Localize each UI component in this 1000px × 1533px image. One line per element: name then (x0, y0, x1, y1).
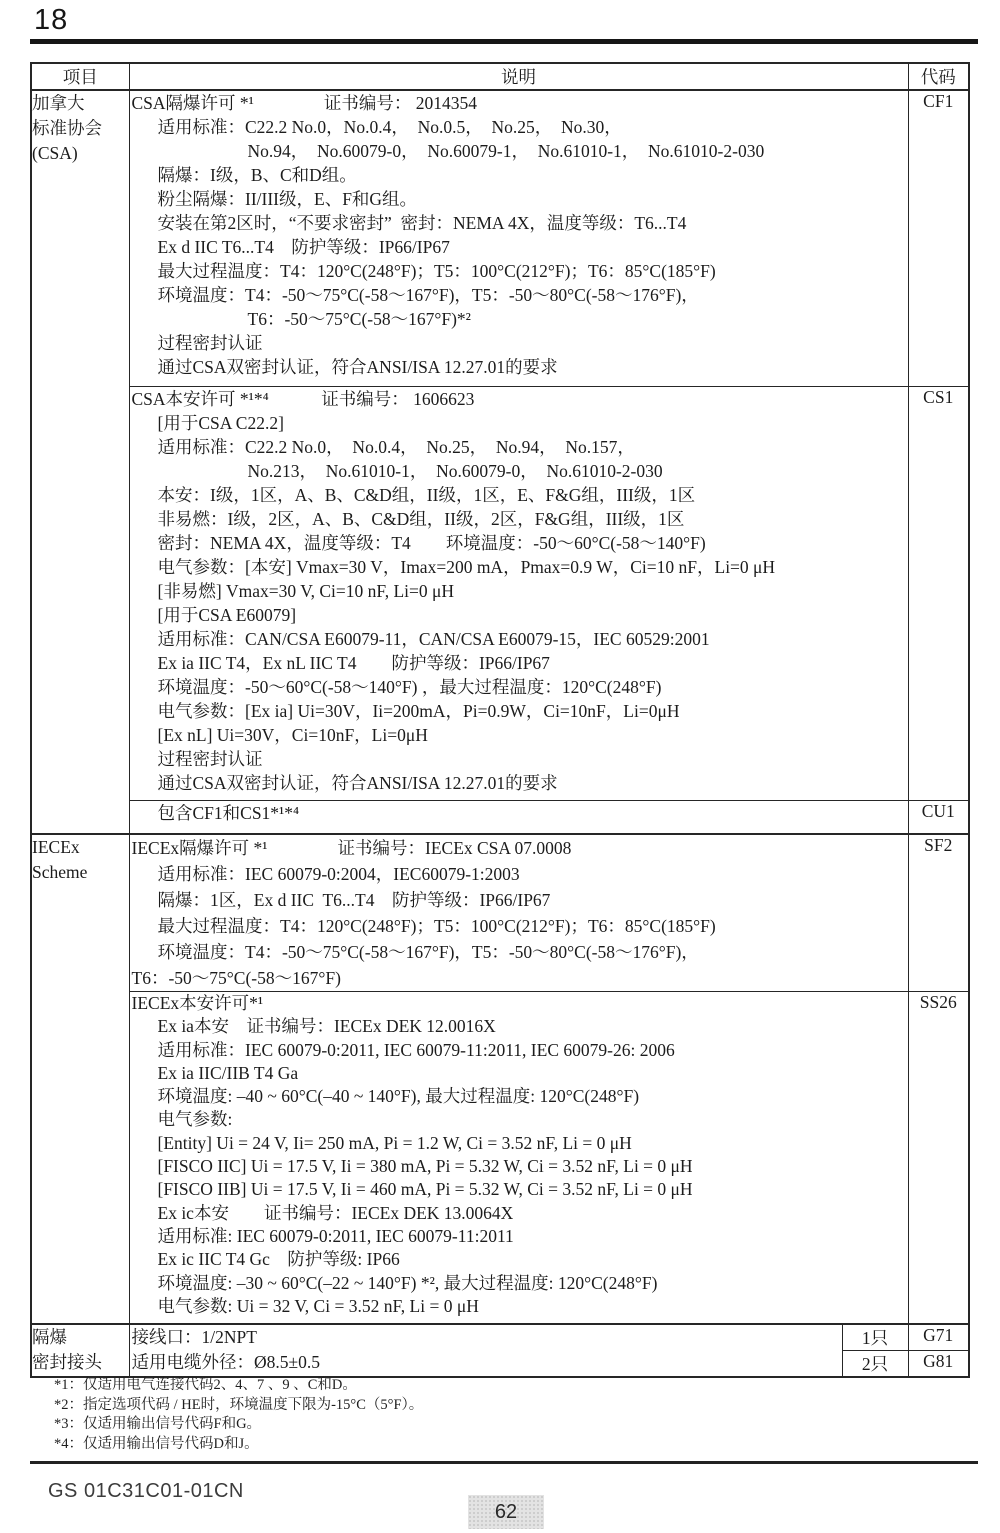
text-line: [非易燃] Vmax=30 V, Ci=10 nF, Li=0 μH (157, 580, 455, 601)
code-cell-cs1: CS1 (908, 386, 969, 800)
page-header-number: 18 (34, 4, 69, 36)
text-line: 适用标准：IEC 60079-0:2011, IEC 60079-11:2011, IEC 60079-26: 2006 (157, 1039, 675, 1060)
text-line: 电气参数: Ui = 32 V, Ci = 3.52 nF, Li = 0 μH (157, 1295, 479, 1316)
text-line: Ex ia本安 证书编号：IECEx DEK 12.0016X (157, 1016, 496, 1037)
text-line: [用于CSA E60079] (157, 604, 297, 625)
text-line: 适用标准: IEC 60079-0:2011, IEC 60079-11:2011 (157, 1225, 514, 1246)
text-line: Ex ic本安 证书编号：IECEx DEK 13.0064X (157, 1202, 514, 1223)
text-line: 适用标准：IEC 60079-0:2004，IEC60079-1:2003 (157, 863, 520, 884)
text-line: 密封：NEMA 4X，温度等级：T4 环境温度：-50～60°C(-58～140°F) (157, 532, 706, 553)
text-line: 加拿大 (32, 93, 85, 113)
column-header-code: 代码 (908, 63, 969, 90)
text-line: 适用标准：CAN/CSA E60079-11，CAN/CSA E60079-15，IEC 60529:2001 (157, 628, 710, 649)
text-line: 包含CF1和CS1*¹*⁴ (157, 802, 300, 823)
table-row-cf1 (31, 90, 969, 386)
text-line: [FISCO IIB] Ui = 17.5 V, Ii = 460 mA, Pi = 5.32 W, Ci = 3.52 nF, Li = 0 μH (157, 1179, 693, 1200)
header-rule (30, 39, 978, 44)
text-line: [Ex nL] Ui=30V，Ci=10nF，Li=0μH (157, 724, 428, 745)
column-header-item: 项目 (31, 63, 129, 90)
text-line: 最大过程温度：T4：120°C(248°F)；T5：100°C(212°F)；T6：85°C(185°F) (157, 915, 716, 936)
text-line: 过程密封认证 (157, 748, 263, 769)
text-line: 环境温度: –30 ~ 60°C(–22 ~ 140°F) *², 最大过程温度: 120°C(248°F) (157, 1272, 658, 1293)
text-line: *3：仅适用输出信号代码F和G。 (54, 1416, 262, 1432)
text-line: 密封接头 (32, 1351, 102, 1372)
text-line: 环境温度：-50～60°C(-58～140°F) ，最大过程温度：120°C(248°F) (157, 676, 662, 697)
text-line: *1：仅适用电气连接代码2、4、7 、9 、C和D。 (54, 1377, 357, 1393)
text-line: 粉尘隔爆：II/III级，E、F和G组。 (157, 189, 418, 209)
text-line: Ex ic IIC T4 Gc 防护等级: IP66 (157, 1249, 400, 1270)
text-line: 环境温度：T4：-50～75°C(-58～167°F)，T5：-50～80°C(-58～176°F)， (157, 285, 699, 305)
text-line: 通过CSA双密封认证，符合ANSI/ISA 12.27.01的要求 (157, 357, 558, 377)
text-line: Ex ia IIC/IIB T4 Ga (157, 1062, 299, 1083)
text-line: 隔爆：I级，B、C和D组。 (157, 165, 357, 185)
text-line: Ex ia IIC T4，Ex nL IIC T4 防护等级：IP66/IP67 (157, 652, 550, 673)
description-cell-cs1 (129, 386, 908, 800)
description-cell-cu1 (129, 800, 908, 834)
description-cell-ss26 (129, 992, 908, 1324)
text-line: 通过CSA双密封认证，符合ANSI/ISA 12.27.01的要求 (157, 772, 558, 793)
footnotes-block (54, 1376, 423, 1454)
text-line: 环境温度：T4：-50～75°C(-58～167°F)，T5：-50～80°C(-58～176°F)， (157, 941, 699, 962)
text-line: [FISCO IIC] Ui = 17.5 V, Ii = 380 mA, Pi = 5.32 W, Ci = 3.52 nF, Li = 0 μH (157, 1156, 693, 1177)
text-line: 安装在第2区时，“不要求密封” 密封：NEMA 4X，温度等级：T6...T4 (157, 213, 687, 233)
text-line: *2：指定选项代码 / HE时，环境温度下限为-15°C（5°F）。 (54, 1396, 424, 1413)
text-line: IECEx隔爆许可 *¹ 证书编号：IECEx CSA 07.0008 (131, 837, 572, 858)
column-header-description: 说明 (129, 63, 908, 90)
table-row-sf2 (31, 834, 969, 992)
text-line: 电气参数：[Ex ia] Ui=30V，Ii=200mA，Pi=0.9W，Ci=10nF，Li=0μH (157, 700, 680, 721)
text-line: *4：仅适用输出信号代码D和J。 (54, 1435, 259, 1452)
page-number-badge: 62 (468, 1495, 544, 1529)
table-row-cs1 (31, 386, 969, 800)
text-line: [用于CSA C22.2] (157, 412, 284, 433)
code-cell-cf1: CF1 (908, 90, 969, 386)
text-line: CSA隔爆许可 *¹ 证书编号： 2014354 (131, 93, 478, 113)
text-line: 适用标准：C22.2 No.0，No.0.4， No.0.5， No.25， No.30， (157, 117, 622, 137)
item-cell-iecex (31, 834, 129, 1324)
text-line: 隔爆 (32, 1326, 67, 1347)
quantity-cell-g81: 2只 (842, 1351, 908, 1378)
text-line: 适用电缆外径：Ø8.5±0.5 (131, 1351, 320, 1372)
code-cell-ss26: SS26 (908, 992, 969, 1324)
description-cell-sf2 (129, 834, 908, 992)
text-line: 接线口：1/2NPT (131, 1326, 257, 1347)
text-line: 标准协会 (32, 118, 102, 138)
text-line: Ex d IIC T6...T4 防护等级：IP66/IP67 (157, 237, 450, 257)
text-line: 环境温度: –40 ~ 60°C(–40 ~ 140°F), 最大过程温度: 120°C(248°F) (157, 1086, 640, 1107)
footer-rule (30, 1461, 978, 1464)
code-cell-g81: G81 (908, 1351, 969, 1378)
specification-table (30, 62, 970, 1378)
table-row-g71 (31, 1324, 969, 1351)
text-line: IECEx本安许可*¹ (131, 993, 264, 1013)
table-row-ss26 (31, 992, 969, 1324)
table-header-row (31, 63, 969, 90)
text-line: 非易燃：I级，2区，A、B、C&D组，II级，2区，F&G组，III级，1区 (157, 508, 685, 529)
text-line: No.213， No.61010-1， No.60079-0， No.61010-2-030 (247, 460, 663, 481)
description-cell-cf1 (129, 90, 908, 386)
text-line: 电气参数: (157, 1109, 233, 1130)
text-line: 最大过程温度：T4：120°C(248°F)；T5：100°C(212°F)；T6：85°C(185°F) (157, 261, 716, 281)
text-line: 隔爆：1区，Ex d IIC T6...T4 防护等级：IP66/IP67 (157, 889, 551, 910)
table-row-cu1 (31, 800, 969, 834)
text-line: Scheme (32, 862, 88, 882)
text-line: 电气参数：[本安] Vmax=30 V，Imax=200 mA，Pmax=0.9 W，Ci=10 nF，Li=0 μH (157, 556, 776, 577)
text-line: IECEx (32, 837, 80, 857)
text-line: No.94， No.60079-0， No.60079-1， No.61010-1， No.61010-2-030 (247, 141, 765, 161)
code-cell-sf2: SF2 (908, 834, 969, 992)
text-line: 过程密封认证 (157, 333, 263, 353)
item-cell-csa (31, 90, 129, 834)
text-line: [Entity] Ui = 24 V, Ii= 250 mA, Pi = 1.2 W, Ci = 3.52 nF, Li = 0 μH (157, 1132, 632, 1153)
text-line: T6：-50～75°C(-58～167°F)*² (247, 309, 471, 329)
text-line: 本安：I级，1区，A、B、C&D组，II级，1区，E、F&G组，III级，1区 (157, 484, 696, 505)
item-cell-seal-connector (31, 1324, 129, 1378)
code-cell-g71: G71 (908, 1324, 969, 1351)
quantity-cell-g71: 1只 (842, 1324, 908, 1351)
text-line: 适用标准：C22.2 No.0， No.0.4， No.25， No.94， No.157， (157, 436, 635, 457)
code-cell-cu1: CU1 (908, 800, 969, 834)
document-code: GS 01C31C01-01CN (48, 1480, 244, 1502)
text-line: T6：-50～75°C(-58～167°F) (131, 967, 341, 988)
text-line: (CSA) (32, 143, 78, 163)
description-cell-seal (129, 1324, 842, 1378)
text-line: CSA本安许可 *¹*⁴ 证书编号： 1606623 (131, 388, 475, 409)
